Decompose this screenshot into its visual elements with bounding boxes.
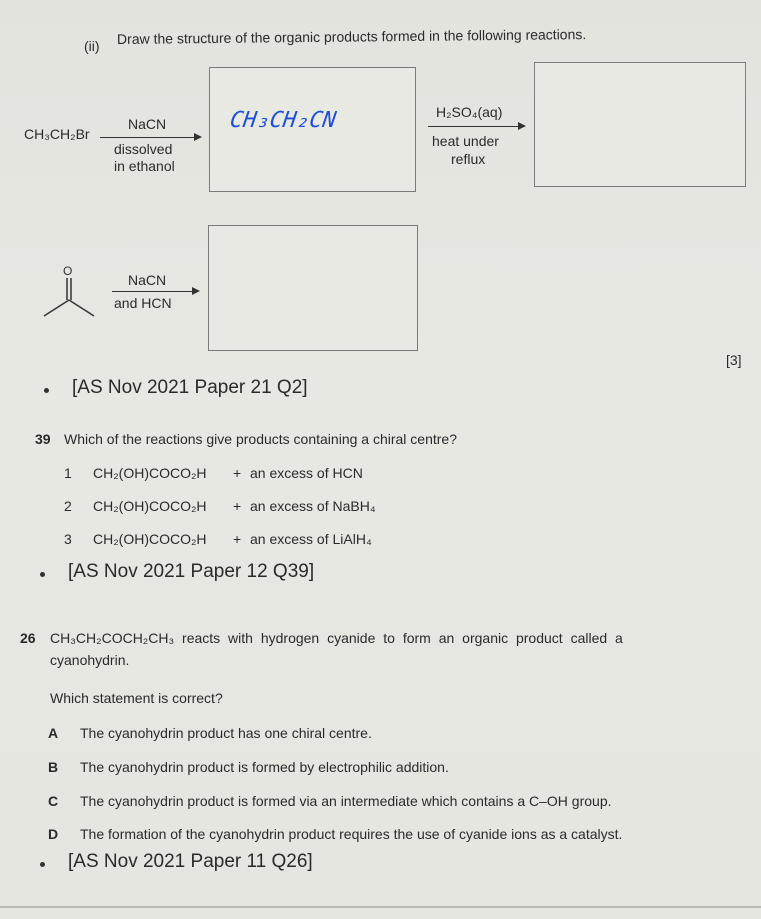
marks-label: [3] <box>726 352 742 368</box>
answer-box-3[interactable] <box>208 225 418 351</box>
condition-reflux: reflux <box>451 151 486 167</box>
q26-prompt: Which statement is correct? <box>50 690 223 706</box>
source-reference-1: [AS Nov 2021 Paper 21 Q2] <box>72 377 308 398</box>
q26-text-line1: CH₃CH₂COCH₂CH₃ reacts with hydrogen cyanide to form an organic product called a <box>50 630 623 646</box>
option-letter: C <box>48 793 59 809</box>
reagent-nacn-2: NaCN <box>128 272 167 288</box>
reagent-nacn-1: NaCN <box>128 116 167 132</box>
q26-number: 26 <box>20 630 36 646</box>
answer-box-2[interactable] <box>534 62 746 187</box>
q39-item-number: 3 <box>64 531 72 547</box>
condition-ethanol: in ethanol <box>114 158 175 174</box>
condition-heat: heat under <box>432 133 499 149</box>
option-letter: B <box>48 759 59 775</box>
q39-number: 39 <box>35 431 51 447</box>
q39-item-reagent: an excess of LiAlH₄ <box>250 531 372 547</box>
q39-item-reagent: an excess of HCN <box>250 465 363 481</box>
q39-text: Which of the reactions give products containing a chiral centre? <box>64 431 457 447</box>
option-text: The cyanohydrin product has one chiral centre. <box>80 725 372 741</box>
carbonyl-oxygen-label: O <box>63 264 73 278</box>
q39-item-plus: + <box>233 531 242 547</box>
q39-item-plus: + <box>233 498 242 514</box>
part-number: (ii) <box>84 38 100 54</box>
handwritten-answer: CH₃CH₂CN <box>228 108 338 133</box>
q39-item-number: 2 <box>64 498 72 514</box>
condition-hcn: and HCN <box>114 295 172 311</box>
condition-dissolved: dissolved <box>114 141 173 157</box>
q39-item-formula: CH₂(OH)COCO₂H <box>93 465 207 481</box>
bullet-3 <box>40 862 45 867</box>
option-text: The cyanohydrin product is formed via an intermediate which contains a C–OH group. <box>80 793 612 809</box>
option-text: The formation of the cyanohydrin product requires the use of cyanide ions as a catalyst. <box>80 826 623 842</box>
propanone-skeletal-structure <box>36 262 102 322</box>
q39-item-reagent: an excess of NaBH₄ <box>250 498 376 514</box>
option-text: The cyanohydrin product is formed by electrophilic addition. <box>80 759 449 775</box>
q39-item-number: 1 <box>64 465 72 481</box>
option-letter: D <box>48 826 59 842</box>
reagent-sulfuric-acid: H₂SO₄(aq) <box>436 104 503 120</box>
q39-item-plus: + <box>233 465 242 481</box>
source-reference-2: [AS Nov 2021 Paper 12 Q39] <box>68 561 315 582</box>
bullet-1 <box>44 388 49 393</box>
bullet-2 <box>40 572 45 577</box>
source-reference-3: [AS Nov 2021 Paper 11 Q26] <box>68 851 313 872</box>
option-letter: A <box>48 725 59 741</box>
reactant-bromoethane: CH₃CH₂Br <box>24 126 90 142</box>
reaction-arrow-1 <box>100 137 200 138</box>
reaction-arrow-2 <box>428 126 524 127</box>
reaction-arrow-3 <box>112 291 198 292</box>
page-bottom-edge <box>0 906 761 908</box>
part-instruction: Draw the structure of the organic products formed in the following reactions. <box>116 26 587 47</box>
q39-item-formula: CH₂(OH)COCO₂H <box>93 531 207 547</box>
q39-item-formula: CH₂(OH)COCO₂H <box>93 498 207 514</box>
q26-text-line2: cyanohydrin. <box>50 652 130 668</box>
